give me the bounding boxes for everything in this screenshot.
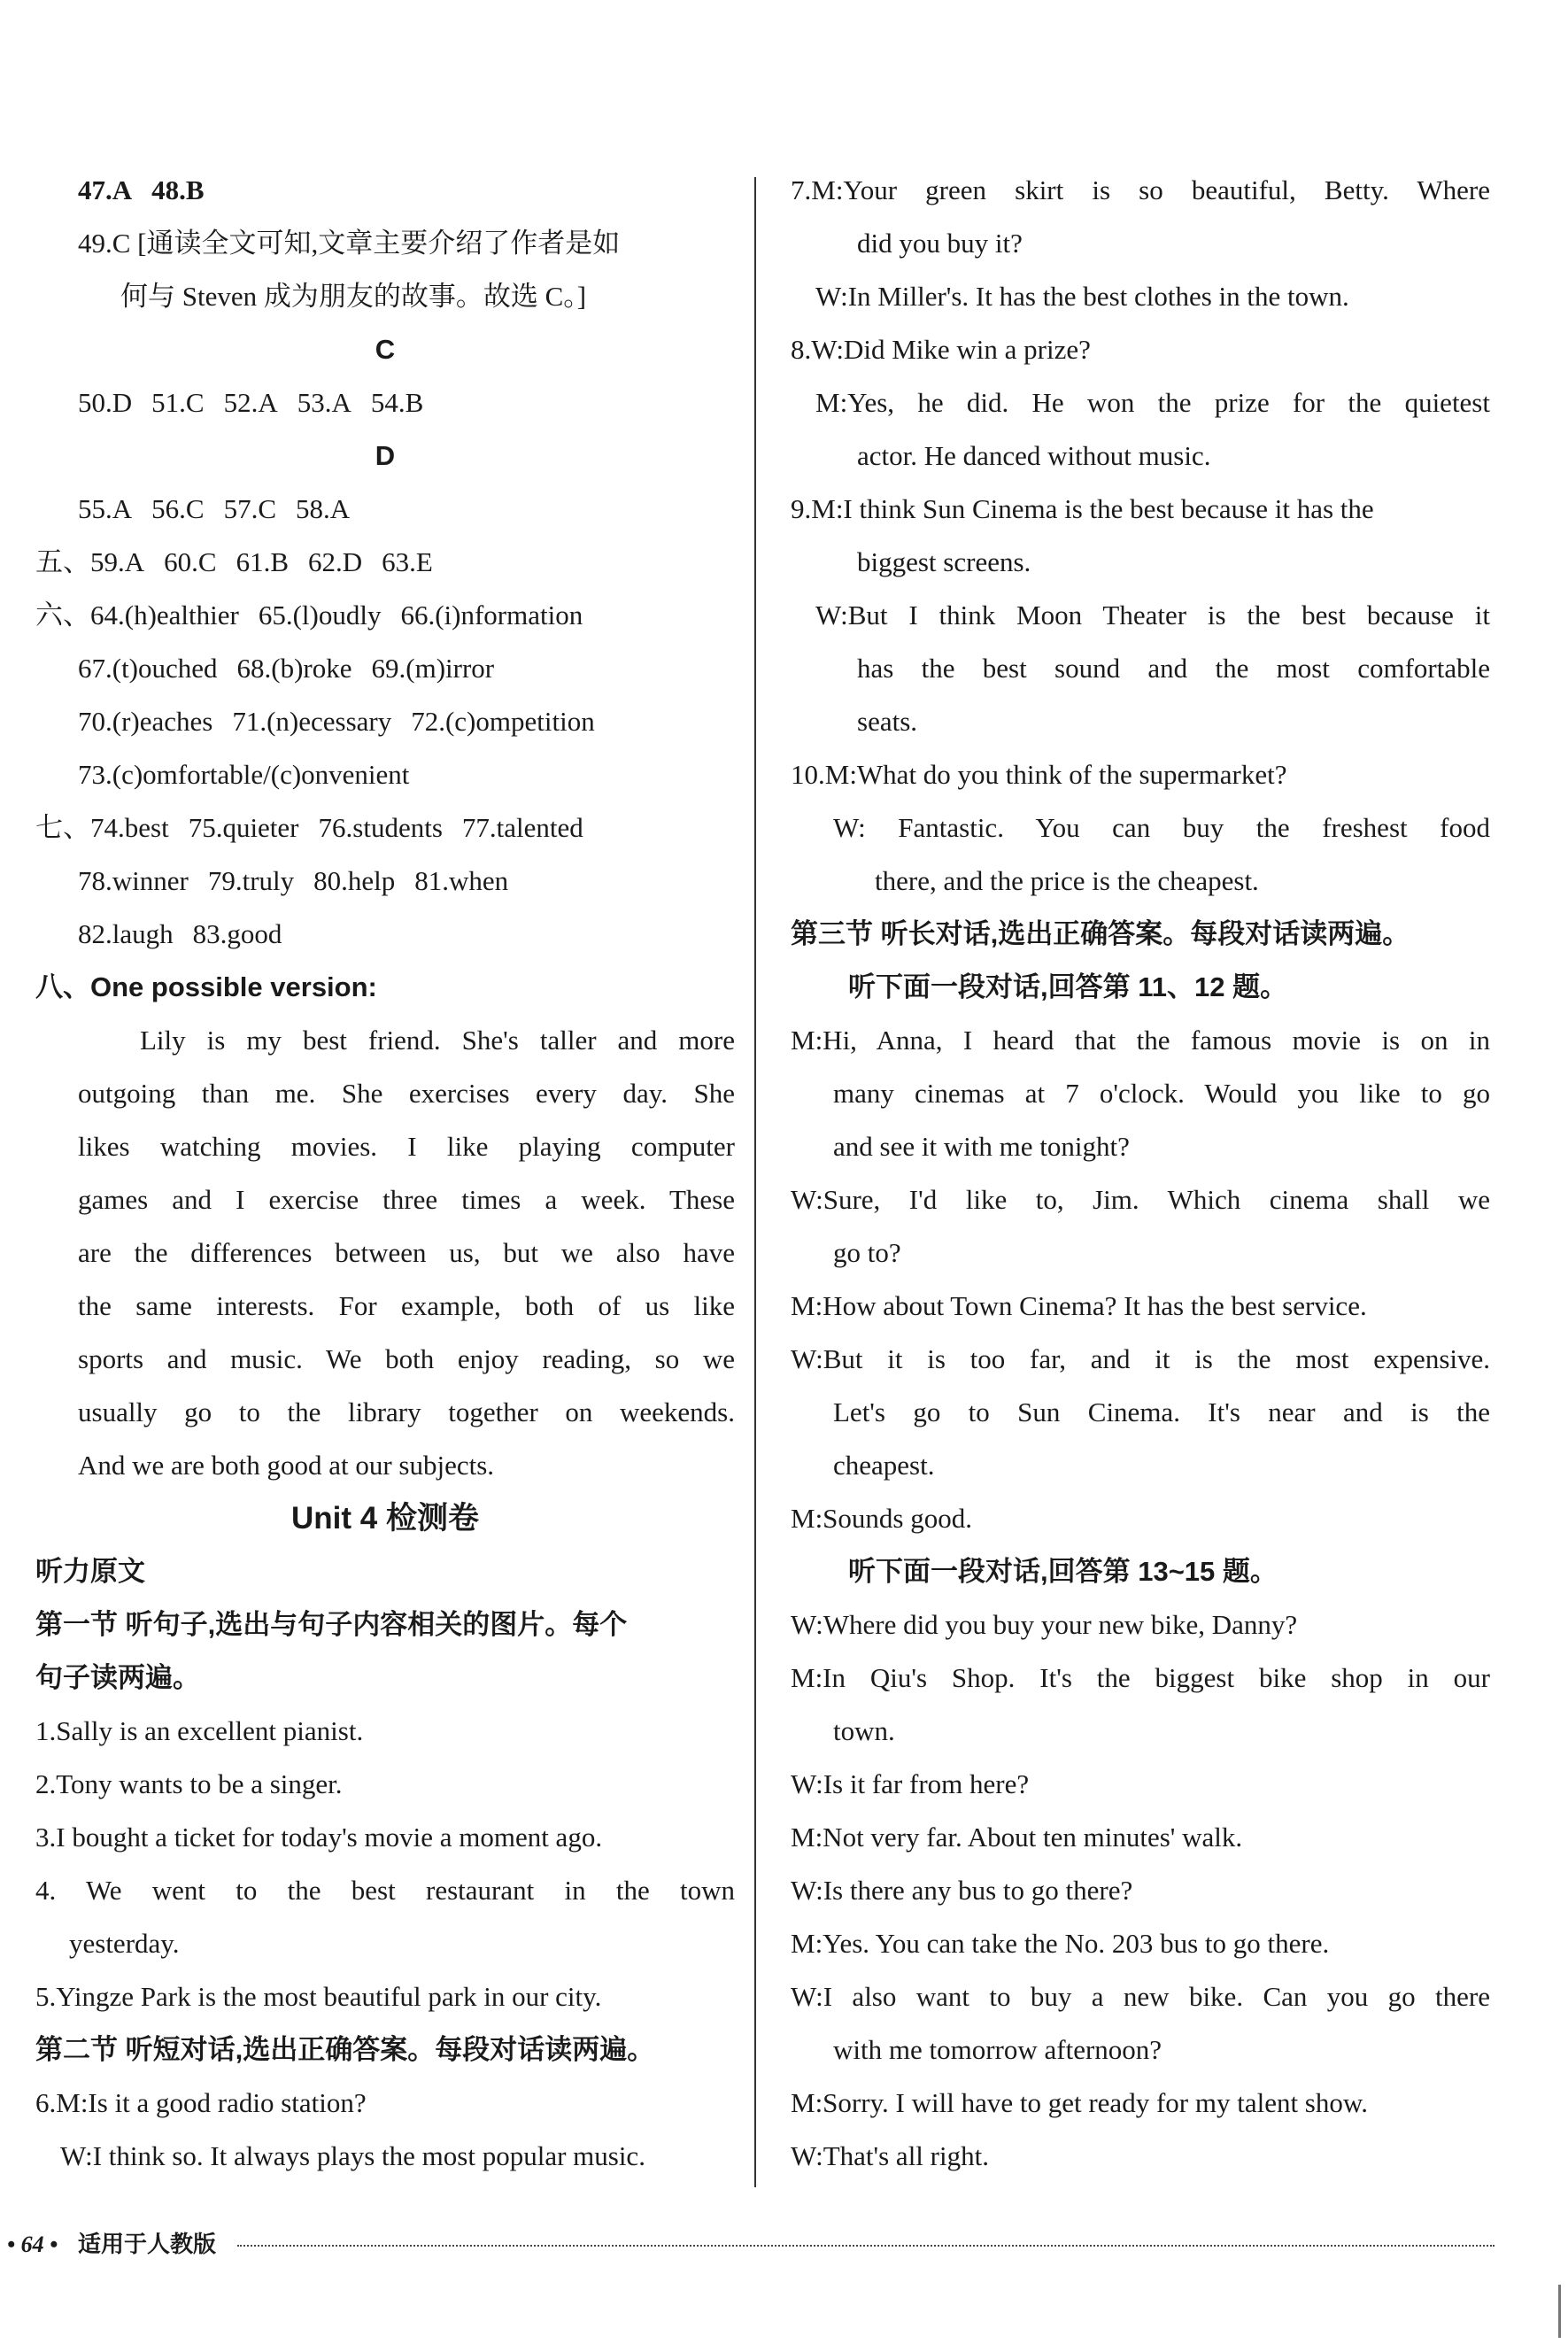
answer-line: 73.(c)omfortable/(c)onvenient [78, 759, 410, 790]
dialogue-line: M:In Qiu's Shop. It's the biggest bike shop in our [791, 1662, 1490, 1693]
dialogue-line: M:Sounds good. [791, 1503, 972, 1534]
dialogue-line: 9.M:I think Sun Cinema is the best because it has the [791, 493, 1374, 524]
left-column [35, 164, 735, 2183]
section-instruction: 第一节 听句子,选出与句子内容相关的图片。每个 [35, 1609, 628, 1640]
dialogue-line: Let's go to Sun Cinema. It's near and is the [833, 1396, 1490, 1427]
essay-line: Lily is my best friend. She's taller and more [140, 1025, 735, 1056]
question-range: 听下面一段对话,回答第 11、12 题。 [848, 971, 1288, 1002]
sentence-line: 1.Sally is an excellent pianist. [35, 1715, 364, 1746]
answer-line: 七、74.best 75.quieter 76.students 77.talented [35, 812, 583, 843]
dialogue-line: M:How about Town Cinema? It has the best service. [791, 1290, 1367, 1321]
dialogue-line: M:Not very far. About ten minutes' walk. [791, 1822, 1243, 1853]
dialogue-line: W:I think so. It always plays the most popular music. [60, 2140, 645, 2171]
answer-line: 70.(r)eaches 71.(n)ecessary 72.(c)ompetition [78, 706, 595, 737]
dialogue-line: W:Where did you buy your new bike, Danny? [791, 1609, 1298, 1640]
right-column [791, 164, 1490, 2183]
dialogue-line: go to? [833, 1237, 901, 1268]
dialogue-line: 10.M:What do you think of the supermarket? [791, 759, 1287, 790]
essay-line: sports and music. We both enjoy reading, so we [78, 1343, 735, 1374]
edge-mark [1558, 2285, 1561, 2338]
dialogue-line: M:Hi, Anna, I heard that the famous movie is on in [791, 1025, 1490, 1056]
sentence-line: 5.Yingze Park is the most beautiful park in our city. [35, 1981, 602, 2012]
dialogue-line: 7.M:Your green skirt is so beautiful, Betty. Where [791, 174, 1490, 205]
dialogue-line: biggest screens. [857, 546, 1031, 577]
answer-line: 49.C [通读全文可知,文章主要介绍了作者是如 [78, 228, 621, 259]
dialogue-line: M:Yes, he did. He won the prize for the quietest [815, 387, 1490, 418]
essay-line: likes watching movies. I like playing computer [78, 1131, 735, 1162]
dialogue-line: W:But it is too far, and it is the most expensive. [791, 1343, 1490, 1374]
answer-line: 五、59.A 60.C 61.B 62.D 63.E [35, 546, 433, 577]
section-instruction: 第二节 听短对话,选出正确答案。每段对话读两遍。 [35, 2034, 655, 2065]
page-footer: • 64 • 适用于人教版 [0, 2223, 1505, 2267]
section-heading-c: C [375, 334, 396, 365]
unit-title: Unit 4 检测卷 [291, 1501, 479, 1536]
page-number: 64 [20, 2232, 44, 2257]
dialogue-line: 6.M:Is it a good radio station? [35, 2087, 367, 2118]
dialogue-line: seats. [857, 706, 918, 737]
dialogue-line: town. [833, 1715, 895, 1746]
answer-line: 55.A 56.C 57.C 58.A [78, 493, 351, 524]
answer-line: 78.winner 79.truly 80.help 81.when [78, 865, 509, 896]
dialogue-line: W:I also want to buy a new bike. Can you go there [791, 1981, 1490, 2012]
dialogue-line: with me tomorrow afternoon? [833, 2034, 1162, 2065]
dialogue-line: actor. He danced without music. [857, 440, 1211, 471]
answer-line: 82.laugh 83.good [78, 918, 282, 949]
dialogue-line: many cinemas at 7 o'clock. Would you like to go [833, 1078, 1490, 1109]
sentence-line: 2.Tony wants to be a singer. [35, 1768, 343, 1799]
sentence-line: 3.I bought a ticket for today's movie a moment ago. [35, 1822, 603, 1853]
answer-line: 何与 Steven 成为朋友的故事。故选 C。] [120, 281, 587, 312]
dialogue-line: has the best sound and the most comfortable [857, 653, 1490, 684]
essay-line: are the differences between us, but we also have [78, 1237, 735, 1268]
dialogue-line: W:In Miller's. It has the best clothes in the town. [815, 281, 1349, 312]
question-range: 听下面一段对话,回答第 13~15 题。 [848, 1556, 1278, 1587]
dialogue-line: did you buy it? [857, 228, 1023, 259]
dialogue-line: 8.W:Did Mike win a prize? [791, 334, 1091, 365]
dialogue-line: and see it with me tonight? [833, 1131, 1130, 1162]
answer-line: 67.(t)ouched 68.(b)roke 69.(m)irror [78, 653, 495, 684]
answer-line: 50.D 51.C 52.A 53.A 54.B [78, 387, 424, 418]
essay-line: games and I exercise three times a week. These [78, 1184, 735, 1215]
writing-heading: 八、One possible version: [35, 971, 377, 1002]
dialogue-line: M:Sorry. I will have to get ready for my talent show. [791, 2087, 1368, 2118]
essay-line: outgoing than me. She exercises every day. She [78, 1078, 735, 1109]
sentence-line: yesterday. [69, 1928, 180, 1959]
essay-line: usually go to the library together on weekends. [78, 1396, 735, 1427]
sentence-line: 4. We went to the best restaurant in the town [35, 1875, 735, 1906]
dialogue-line: M:Yes. You can take the No. 203 bus to go there. [791, 1928, 1330, 1959]
section-instruction: 句子读两遍。 [35, 1662, 200, 1693]
dialogue-line: W:Is it far from here? [791, 1768, 1030, 1799]
dialogue-line: there, and the price is the cheapest. [875, 865, 1259, 896]
answer-line: 六、64.(h)ealthier 65.(l)oudly 66.(i)nformation [35, 600, 583, 630]
section-heading-d: D [375, 440, 396, 471]
section-instruction: 第三节 听长对话,选出正确答案。每段对话读两遍。 [791, 918, 1410, 949]
dialogue-line: cheapest. [833, 1450, 935, 1481]
dialogue-line: W: Fantastic. You can buy the freshest food [833, 812, 1490, 843]
dialogue-line: W:That's all right. [791, 2140, 989, 2171]
answer-line: 47.A 48.B [78, 174, 205, 205]
essay-line: And we are both good at our subjects. [78, 1450, 495, 1481]
dialogue-line: W:Sure, I'd like to, Jim. Which cinema shall we [791, 1184, 1490, 1215]
dialogue-line: W:Is there any bus to go there? [791, 1875, 1133, 1906]
column-divider [754, 177, 756, 2187]
footer-dotted-rule [237, 2245, 1495, 2247]
listening-title: 听力原文 [35, 1556, 145, 1587]
essay-line: the same interests. For example, both of us like [78, 1290, 735, 1321]
edition-label: 适用于人教版 [78, 2232, 217, 2258]
dialogue-line: W:But I think Moon Theater is the best because it [815, 600, 1490, 630]
